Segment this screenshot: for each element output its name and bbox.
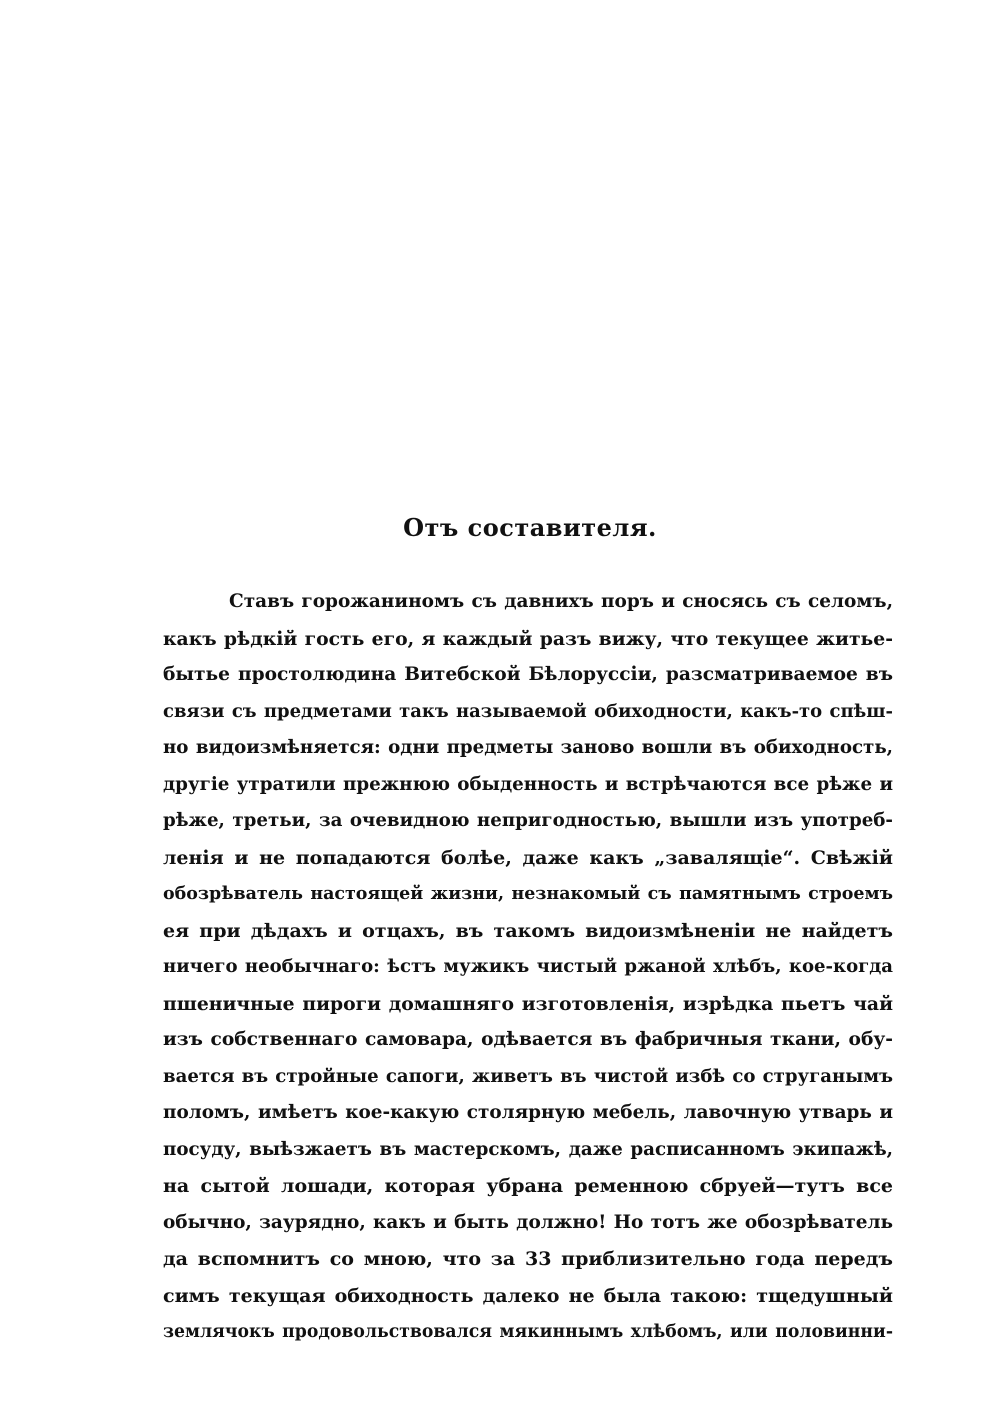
text-line: симъ текущая обиходность далеко не была такою: тщедушный <box>163 1284 893 1307</box>
text-line: ничего необычнаго: ѣстъ мужикъ чистый ржаной хлѣбъ, кое-когда <box>163 956 893 977</box>
text-line: посуду, выѣзжаетъ въ мастерскомъ, даже расписанномъ экипажѣ, <box>163 1138 893 1160</box>
text-line: на сытой лошади, которая убрана ременною сбруей—тутъ все <box>163 1175 893 1197</box>
text-line: бытье простолюдина Витебской Бѣлоруссіи, разсматриваемое въ <box>163 664 893 685</box>
text-line: обычно, заурядно, какъ и быть должно! Но тотъ же обозрѣватель <box>163 1211 893 1233</box>
text-line: ея при дѣдахъ и отцахъ, въ такомъ видоизмѣненіи не найдетъ <box>163 919 893 942</box>
body-paragraph <box>163 584 893 1351</box>
text-line: да вспомнитъ со мною, что за 33 приблизительно года передъ <box>163 1248 893 1270</box>
text-line: обозрѣватель настоящей жизни, незнакомый съ памятнымъ строемъ <box>163 884 893 904</box>
text-line: Ставъ горожаниномъ съ давнихъ поръ и сносясь съ селомъ, <box>229 591 893 612</box>
text-line: вается въ стройные сапоги, живетъ въ чистой избѣ со струганымъ <box>163 1065 893 1087</box>
text-line: рѣже, третьи, за очевидною непригодностью, вышли изъ употреб- <box>163 810 893 831</box>
text-line: другіе утратили прежнюю обыденность и встрѣчаются все рѣже и <box>163 773 893 795</box>
text-line: изъ собственнаго самовара, одѣвается въ фабричныя ткани, обу- <box>163 1029 893 1050</box>
text-line: ленія и не попадаются болѣе, даже какъ „завалящіе“. Свѣжій <box>163 846 893 869</box>
section-heading: Отъ составителя. <box>403 513 657 542</box>
text-line: пшеничные пироги домашняго изготовленія, изрѣдка пьетъ чай <box>163 992 893 1015</box>
text-line: поломъ, имѣетъ кое-какую столярную мебель, лавочную утварь и <box>163 1102 893 1123</box>
text-line: связи съ предметами такъ называемой обиходности, какъ-то спѣш- <box>163 700 893 722</box>
text-line: но видоизмѣняется: одни предметы заново вошли въ обиходность, <box>163 737 893 758</box>
text-line: какъ рѣдкій гость его, я каждый разъ вижу, что текущее житье- <box>163 627 893 650</box>
text-line: землячокъ продовольствовался мякиннымъ хлѣбомъ, или половинни- <box>163 1322 893 1342</box>
